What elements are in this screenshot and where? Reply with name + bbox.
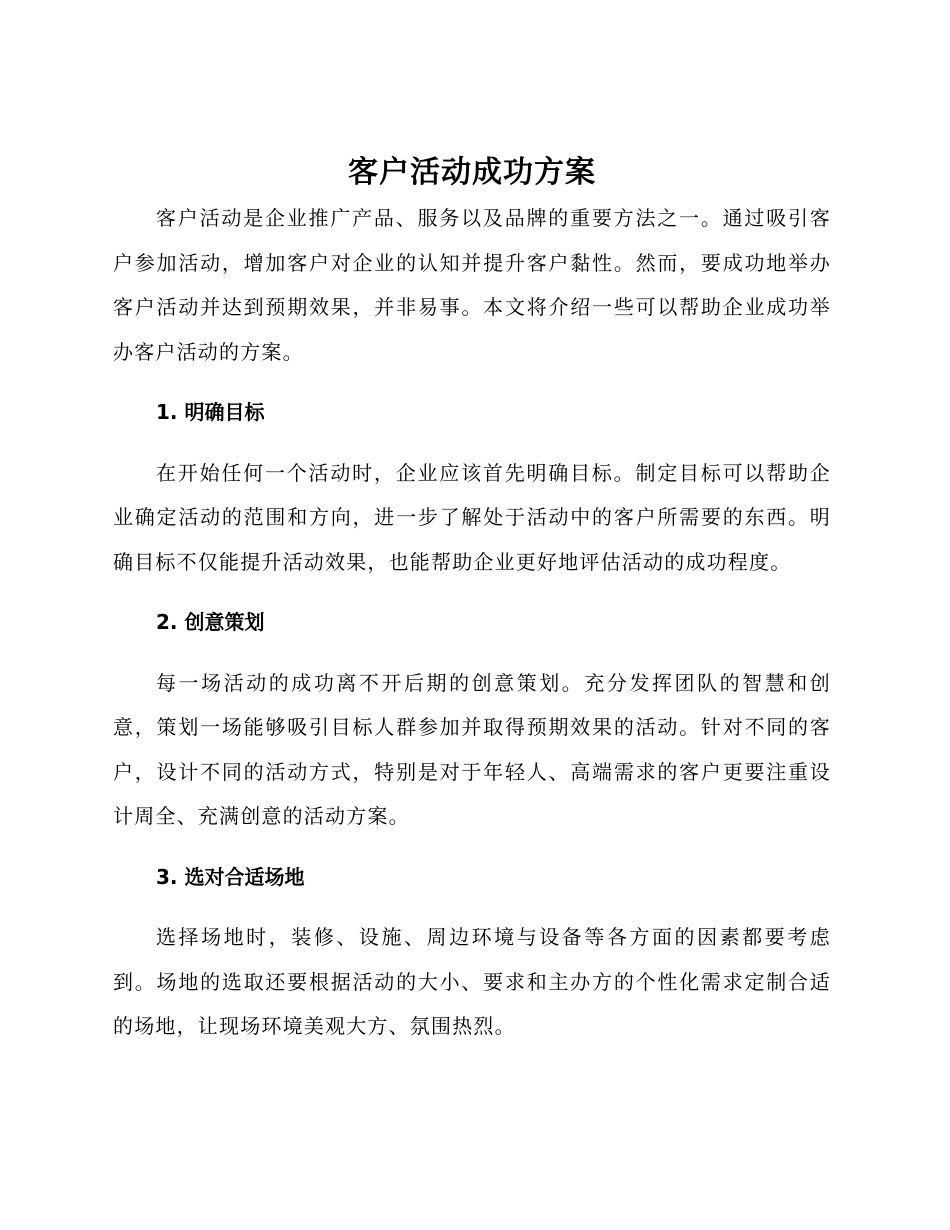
section-heading-goals: 1. 明确目标 (156, 400, 265, 424)
section-body-creative: 每一场活动的成功离不开后期的创意策划。充分发挥团队的智慧和创意，策划一场能够吸引目标人群参加并取得预期效果的活动。针对不同的客户，设计不同的活动方式，特别是对于年轻人、高端需求的客户更要注重设计周全、充满创意的活动方案。 (113, 670, 831, 828)
section-heading-venue: 3. 选对合适场地 (156, 864, 305, 889)
document-page (113, 150, 831, 1049)
document-title: 客户活动成功方案 (348, 155, 596, 190)
intro-paragraph: 客户活动是企业推广产品、服务以及品牌的重要方法之一。通过吸引客户参加活动，增加客户对企业的认知并提升客户黏性。然而，要成功地举办客户活动并达到预期效果，并非易事。本文将介绍一些可以帮助企业成功举办客户活动的方案。 (113, 206, 831, 364)
section-body-venue: 选择场地时，装修、设施、周边环境与设备等各方面的因素都要考虑到。场地的选取还要根据活动的大小、要求和主办方的个性化需求定制合适的场地，让现场环境美观大方、氛围热烈。 (113, 925, 831, 1038)
section-body-goals: 在开始任何一个活动时，企业应该首先明确目标。制定目标可以帮助企业确定活动的范围和方向，进一步了解处于活动中的客户所需要的东西。明确目标不仅能提升活动效果，也能帮助企业更好地评估活动的成功程度。 (113, 460, 831, 574)
section-heading-creative: 2. 创意策划 (156, 610, 265, 634)
